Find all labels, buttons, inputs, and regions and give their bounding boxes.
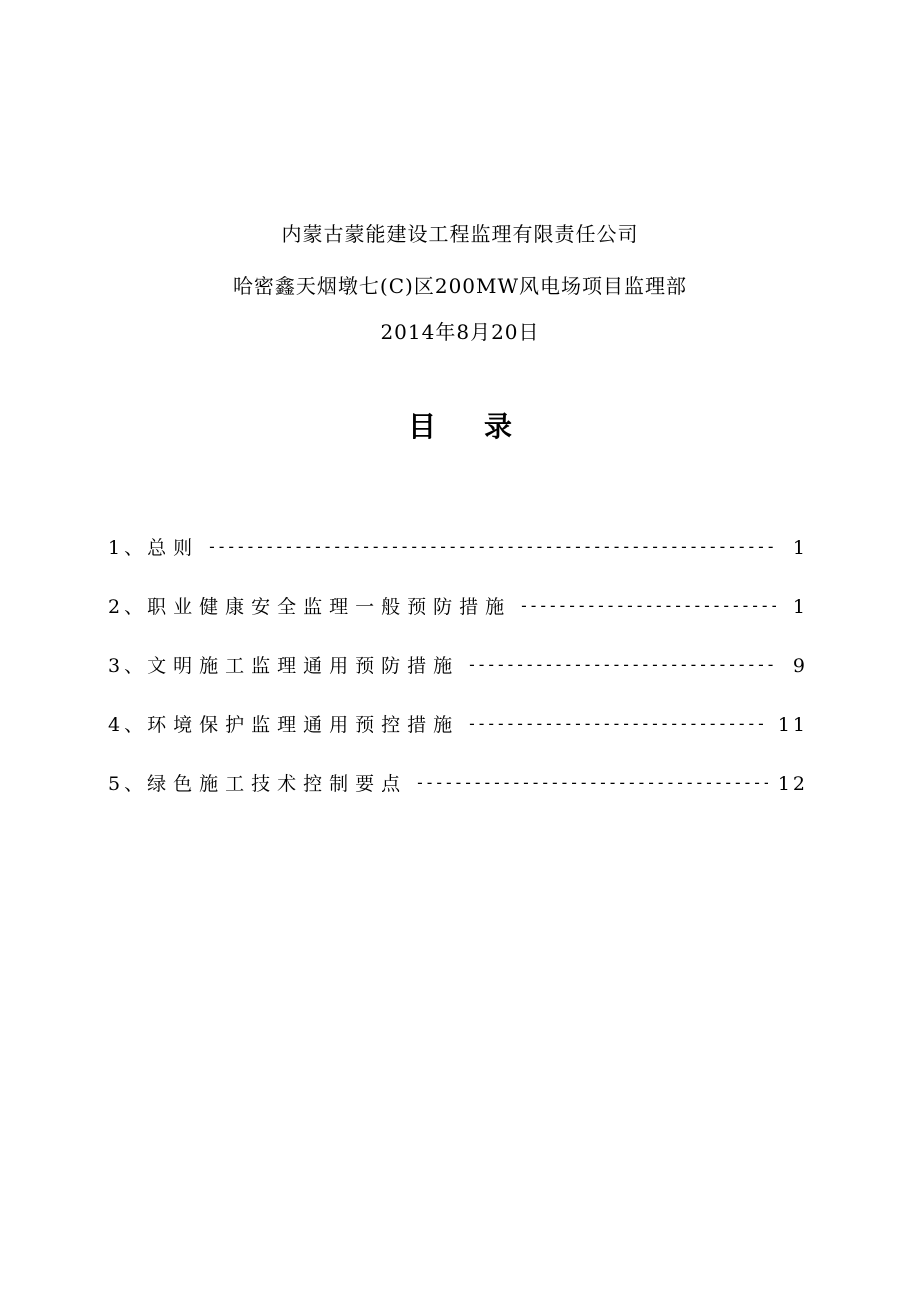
toc-entry-number: 3、 — [108, 655, 148, 677]
toc-entry-title: 环境保护监理通用预控措施 — [147, 714, 460, 736]
department-name: 哈密鑫天烟墩七(C)区200MW风电场项目监理部 — [232, 274, 688, 298]
toc-entry-page: 9 — [792, 655, 808, 677]
toc-entry-title: 绿色施工技术控制要点 — [147, 773, 408, 795]
toc-dot-leader — [467, 714, 768, 733]
document-date: 2014年8月20日 — [380, 320, 540, 344]
toc-entry-page: 12 — [777, 773, 808, 795]
toc-entry[interactable] — [108, 533, 808, 592]
company-name: 内蒙古蒙能建设工程监理有限责任公司 — [281, 222, 639, 246]
toc-entry-number: 4、 — [108, 714, 148, 736]
toc-entry-number: 2、 — [108, 596, 148, 618]
toc-entry-page: 1 — [792, 537, 808, 559]
toc-entry[interactable] — [108, 592, 808, 651]
toc-entry-page: 11 — [777, 714, 808, 736]
toc-title: 目录 — [407, 410, 560, 443]
toc-entry-title: 总则 — [147, 537, 200, 559]
toc-entry-title: 职业健康安全监理一般预防措施 — [147, 596, 512, 618]
toc-entry-number: 1、 — [108, 537, 148, 559]
toc-entry[interactable] — [108, 769, 808, 828]
toc-entry[interactable] — [108, 651, 808, 710]
toc-dot-leader — [415, 773, 768, 792]
toc-dot-leader — [467, 655, 776, 674]
toc-entry-title: 文明施工监理通用预防措施 — [147, 655, 460, 677]
toc-entry[interactable] — [108, 710, 808, 769]
toc-entry-page: 1 — [792, 596, 808, 618]
toc-dot-leader — [207, 537, 776, 556]
table-of-contents — [108, 533, 808, 828]
toc-dot-leader — [519, 596, 776, 615]
toc-entry-number: 5、 — [108, 773, 148, 795]
